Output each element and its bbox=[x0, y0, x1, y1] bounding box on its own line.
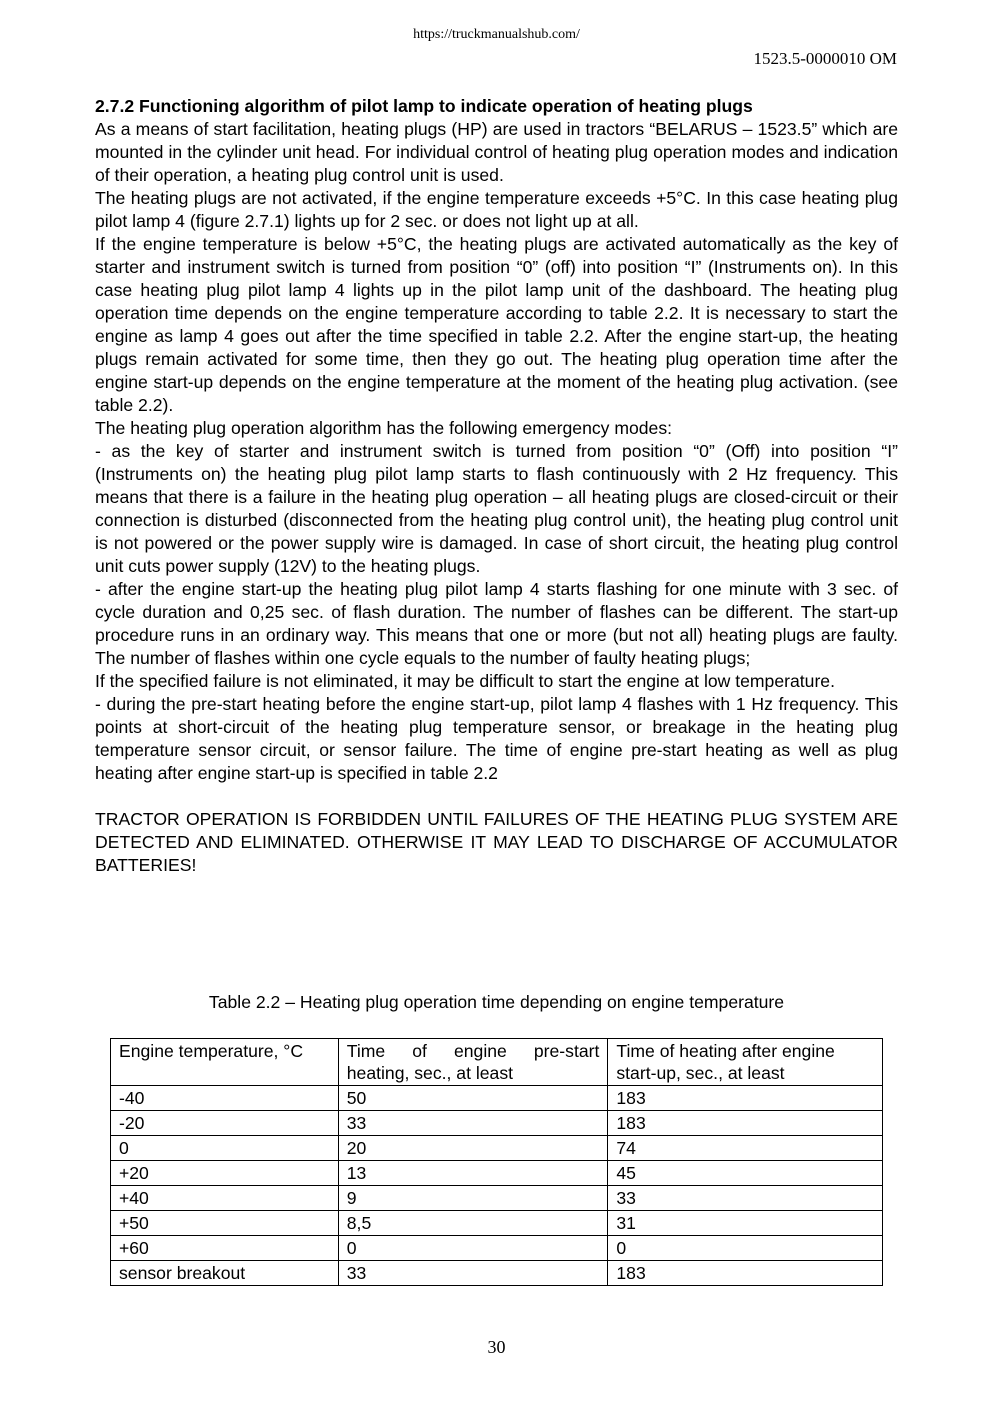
table-row bbox=[111, 1111, 883, 1136]
table-row bbox=[111, 1136, 883, 1161]
table-cell: +50 bbox=[111, 1211, 339, 1236]
document-id: 1523.5-0000010 OM bbox=[753, 49, 897, 68]
table-cell: 183 bbox=[608, 1111, 883, 1136]
table-cell: 50 bbox=[338, 1086, 608, 1111]
table-cell: 74 bbox=[608, 1136, 883, 1161]
paragraph-not-activated: The heating plugs are not activated, if the engine temperature exceeds +5°C. In this case heating plug pilot lamp 4 (figure 2.7.1) lights up for 2 sec. or does not light up at all. bbox=[95, 188, 898, 231]
table-cell: 0 bbox=[338, 1236, 608, 1261]
table-caption: Table 2.2 – Heating plug operation time depending on engine temperature bbox=[208, 992, 785, 1012]
table-body bbox=[111, 1086, 883, 1286]
page-number: 30 bbox=[487, 1337, 506, 1357]
table-row bbox=[111, 1261, 883, 1286]
heating-time-table bbox=[110, 1038, 883, 1286]
header-engine-temperature: Engine temperature, °C bbox=[111, 1039, 339, 1086]
paragraph-intro: As a means of start facilitation, heating plugs (HP) are used in tractors “BELARUS – 1523.5” which are mounted in the cylinder unit head. For individual control of heating plug operation modes and indication of their operation, a heating plug control unit is used. bbox=[95, 119, 898, 185]
paragraph-failure-note: If the specified failure is not eliminated, it may be difficult to start the engine at low temperature. bbox=[95, 671, 835, 691]
spacer bbox=[95, 785, 898, 808]
table-cell: 9 bbox=[338, 1186, 608, 1211]
table-cell: 33 bbox=[608, 1186, 883, 1211]
table-cell: 13 bbox=[338, 1161, 608, 1186]
source-url: https://truckmanualshub.com/ bbox=[413, 27, 580, 42]
table-row bbox=[111, 1211, 883, 1236]
paragraph-emergency-intro: The heating plug operation algorithm has the following emergency modes: bbox=[95, 418, 673, 438]
warning-text: TRACTOR OPERATION IS FORBIDDEN UNTIL FAILURES OF THE HEATING PLUG SYSTEM ARE DETECTED AND ELIMINATED. OTHERWISE IT MAY LEAD TO DISCHARGE OF ACCUMULATOR BATTERIES! bbox=[95, 809, 898, 875]
header-heating-after-start: Time of heating after engine start-up, sec., at least bbox=[608, 1039, 883, 1086]
section-body bbox=[95, 95, 898, 877]
table-cell: 20 bbox=[338, 1136, 608, 1161]
table-cell: +20 bbox=[111, 1161, 339, 1186]
table-header-row bbox=[111, 1039, 883, 1086]
table-cell: 31 bbox=[608, 1211, 883, 1236]
table-cell: 183 bbox=[608, 1261, 883, 1286]
section-title: 2.7.2 Functioning algorithm of pilot lamp to indicate operation of heating plugs bbox=[95, 96, 753, 116]
table-cell: 183 bbox=[608, 1086, 883, 1111]
table-row bbox=[111, 1086, 883, 1111]
table-cell: 8,5 bbox=[338, 1211, 608, 1236]
table-cell: +40 bbox=[111, 1186, 339, 1211]
table-cell: 45 bbox=[608, 1161, 883, 1186]
table-cell: 0 bbox=[111, 1136, 339, 1161]
table-cell: +60 bbox=[111, 1236, 339, 1261]
table-row bbox=[111, 1186, 883, 1211]
table-cell: 33 bbox=[338, 1111, 608, 1136]
table-cell: sensor breakout bbox=[111, 1261, 339, 1286]
paragraph-emergency-mode-3: - during the pre-start heating before the engine start-up, pilot lamp 4 flashes with 1 Hz frequency. This points at short-circuit of the heating plug temperature sensor, or breakage in the heating plug temperature sensor circuit, or sensor failure. The time of engine pre-start heating as well as plug heating after engine start-up is specified in table 2.2 bbox=[95, 694, 898, 783]
table-cell: -20 bbox=[111, 1111, 339, 1136]
table-cell: 33 bbox=[338, 1261, 608, 1286]
paragraph-emergency-mode-1: - as the key of starter and instrument switch is turned from position “0” (Off) into position “I” (Instruments on) the heating plug pilot lamp starts to flash continuously with 2 Hz frequency. This means that there is a failure in the heating plug operation – all heating plugs are closed-circuit or their connection is disturbed (disconnected from the heating plug control unit), the heating plug control unit is not powered or the power supply wire is damaged. In case of short circuit, the heating plug control unit cuts power supply (12V) to the heating plugs. bbox=[95, 441, 898, 576]
table-cell: -40 bbox=[111, 1086, 339, 1111]
table-row bbox=[111, 1161, 883, 1186]
paragraph-emergency-mode-2: - after the engine start-up the heating plug pilot lamp 4 starts flashing for one minute with 3 sec. of cycle duration and 0,25 sec. of flash duration. The number of flashes can be different. The start-up procedure runs in an ordinary way. This means that one or more (but not all) heating plugs are faulty. The number of flashes within one cycle equals to the number of faulty heating plugs; bbox=[95, 579, 898, 668]
header-pre-start-heating: Time of engine pre-start heating, sec., at least bbox=[338, 1039, 608, 1086]
table-cell: 0 bbox=[608, 1236, 883, 1261]
paragraph-activation: If the engine temperature is below +5°C, the heating plugs are activated automatically as the key of starter and instrument switch is turned from position “0” (off) into position “I” (Instruments on). In this case heating plug pilot lamp 4 lights up in the pilot lamp unit of the dashboard. The heating plug operation time depends on the engine temperature according to table 2.2. It is necessary to start the engine as lamp 4 goes out after the time specified in table 2.2. After the engine start-up, the heating plugs remain activated for some time, then they go out. The heating plug operation time after the engine start-up depends on the engine temperature at the moment of the heating plug activation. (see table 2.2). bbox=[95, 234, 898, 415]
table-row bbox=[111, 1236, 883, 1261]
